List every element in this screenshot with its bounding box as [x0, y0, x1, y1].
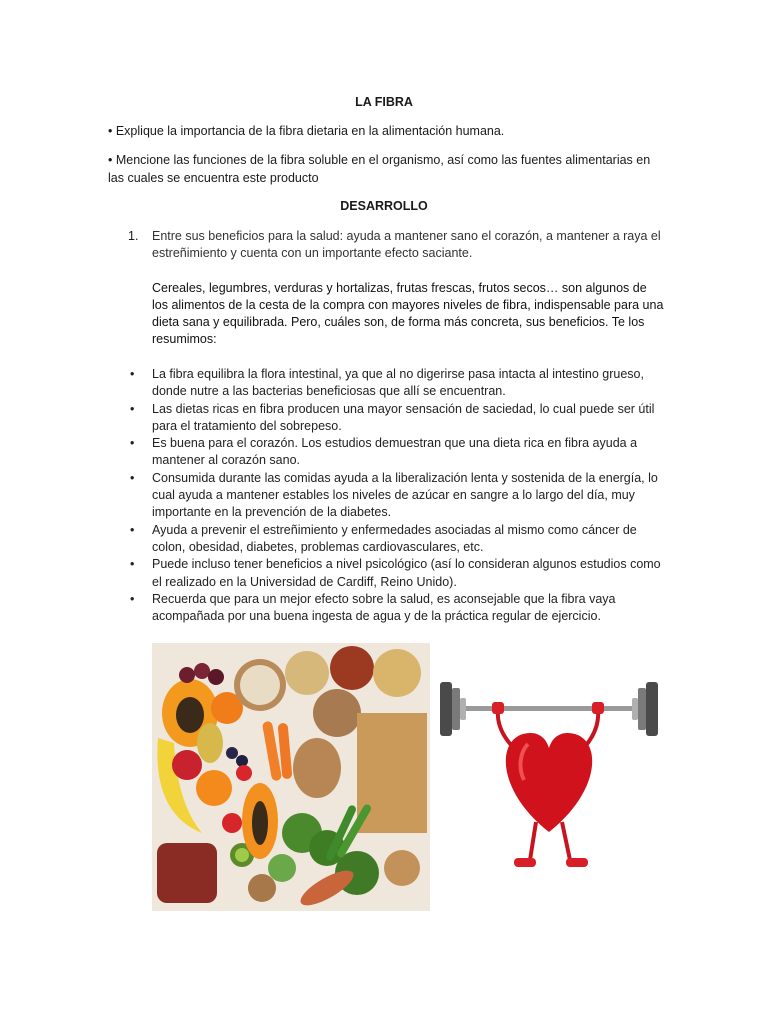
list-item: • La fibra equilibra la flora intestinal, ya que al no digerirse pasa intacta al intestino grueso, donde nutre a las bacterias beneficiosas que allí se encuentran. — [128, 366, 668, 401]
list-item: • Recuerda que para un mejor efecto sobre la salud, es aconsejable que la fibra vaya acompañada por una buena ingesta de agua y de la práctica regular de ejercicio. — [128, 591, 668, 626]
item-number: 1. — [128, 229, 139, 243]
section-title: DESARROLLO — [340, 199, 428, 213]
list-item: • Es buena para el corazón. Los estudios demuestran que una dieta rica en fibra ayuda a mantener al corazón sano. — [128, 435, 668, 470]
list-item: • Consumida durante las comidas ayuda a la liberalización lenta y sostenida de la energía, lo cual ayuda a mantener estables los niveles de azúcar en sangre a lo largo del día, muy importante en la prevención de la diabetes. — [128, 470, 668, 522]
list-item: • Puede incluso tener beneficios a nivel psicológico (así lo consideran algunos estudios como el realizado en la Universidad de Cardiff, Reino Unido). — [128, 556, 668, 591]
item-text: Entre sus beneficios para la salud: ayuda a mantener sano el corazón, a mantener a raya el estreñimiento y cuenta con un importante efecto saciante. — [152, 229, 661, 260]
summary-paragraph: Cereales, legumbres, verduras y hortalizas, frutas frescas, frutos secos… son algunos de los alimentos de la cesta de la compra con mayores niveles de fibra, indispensable para una dieta sana y equilibrada. Pero, cuáles son, de forma más concreta, sus beneficios. Te los resumimos: — [152, 281, 664, 346]
list-item: • Las dietas ricas en fibra producen una mayor sensación de saciedad, lo cual puede ser útil para el tratamiento del sobrepeso. — [128, 401, 668, 436]
list-item: • Ayuda a prevenir el estreñimiento y enfermedades asociadas al mismo como cáncer de colon, obesidad, diabetes, problemas cardiovasculares, etc. — [128, 522, 668, 557]
question-1: • Explique la importancia de la fibra dietaria en la alimentación humana. — [108, 124, 505, 138]
page-title: LA FIBRA — [355, 95, 413, 109]
question-2: • Mencione las funciones de la fibra soluble en el organismo, así como las fuentes alimentarias en las cuales se encuentra este producto — [108, 153, 651, 185]
heart-barbell-image — [438, 672, 660, 882]
fiber-foods-image — [152, 643, 430, 911]
benefits-list — [128, 366, 668, 625]
